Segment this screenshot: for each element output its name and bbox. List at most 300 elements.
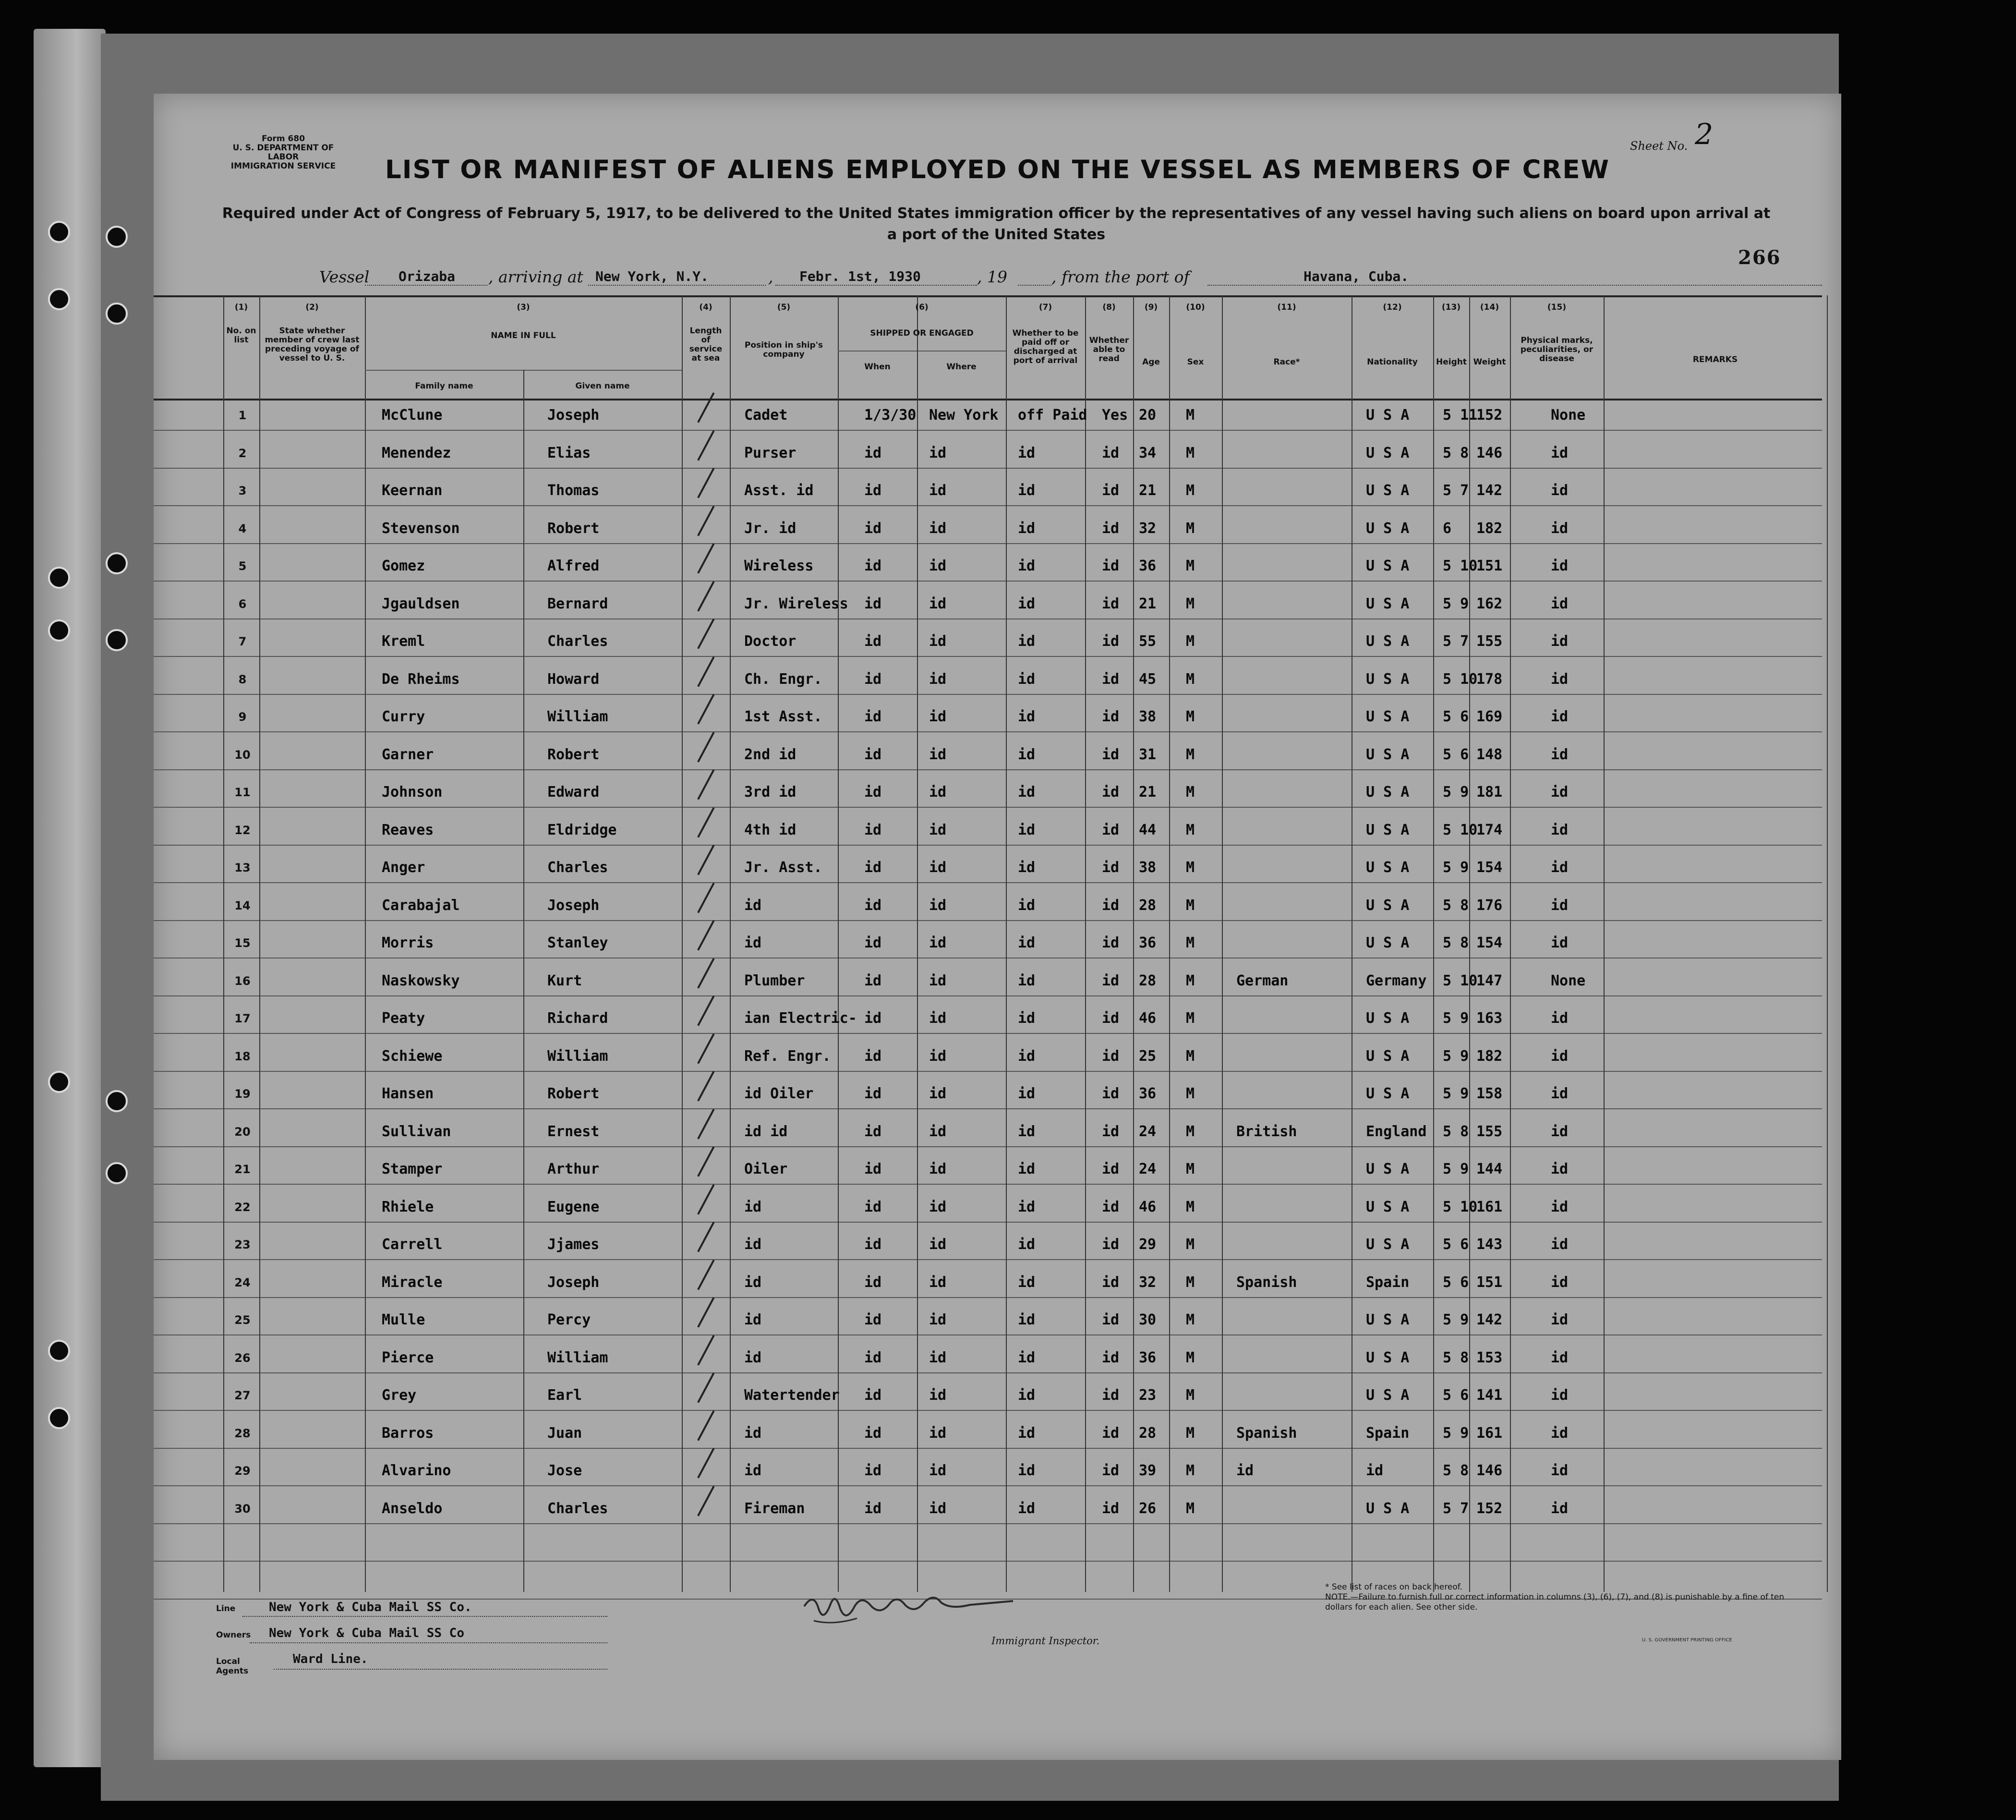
cell-age: 46 bbox=[1139, 1010, 1157, 1027]
cell-age: 21 bbox=[1139, 784, 1157, 801]
cell-position: id bbox=[744, 934, 762, 951]
row-rule bbox=[154, 731, 1822, 732]
cell-physical-marks: id bbox=[1551, 934, 1569, 951]
cell-shipped-where: id bbox=[929, 746, 947, 763]
cell-position: Cadet bbox=[744, 407, 788, 424]
from-port-label: , from the port of bbox=[1051, 267, 1190, 286]
line-value: New York & Cuba Mail SS Co. bbox=[269, 1600, 472, 1614]
row-rule bbox=[154, 1222, 1822, 1223]
cell-able-to-read: id bbox=[1102, 1010, 1120, 1027]
cell-nationality: U S A bbox=[1366, 1387, 1410, 1404]
cell-physical-marks: id bbox=[1551, 1085, 1569, 1102]
cell-sex: M bbox=[1186, 708, 1195, 725]
cell-sex: M bbox=[1186, 934, 1195, 951]
cell-able-to-read: id bbox=[1102, 1236, 1120, 1253]
cell-sex: M bbox=[1186, 1311, 1195, 1328]
row-rule bbox=[154, 1071, 1822, 1072]
cell-family-name: Naskowsky bbox=[382, 972, 460, 989]
cell-shipped-when: id bbox=[864, 821, 882, 838]
cell-able-to-read: id bbox=[1102, 1161, 1120, 1177]
header-given-name: Given name bbox=[575, 381, 630, 391]
row-number: 4 bbox=[238, 522, 247, 535]
cell-height: 5 8 bbox=[1443, 934, 1469, 951]
cell-given-name: Charles bbox=[547, 1500, 608, 1517]
check-mark bbox=[697, 656, 714, 687]
cell-paid-off: id bbox=[1018, 1010, 1036, 1027]
row-number: 25 bbox=[234, 1313, 251, 1327]
cell-physical-marks: id bbox=[1551, 595, 1569, 612]
manifest-sheet bbox=[154, 94, 1841, 1760]
cell-sex: M bbox=[1186, 1274, 1195, 1291]
cell-family-name: Jgauldsen bbox=[382, 595, 460, 612]
cell-family-name: Anger bbox=[382, 859, 425, 876]
check-mark bbox=[697, 581, 714, 612]
binder-hole bbox=[48, 619, 70, 642]
cell-weight: 158 bbox=[1476, 1085, 1503, 1102]
cell-height: 5 8 bbox=[1443, 1462, 1469, 1479]
cell-paid-off: id bbox=[1018, 934, 1036, 951]
row-number: 18 bbox=[234, 1049, 251, 1063]
cell-physical-marks: id bbox=[1551, 482, 1569, 499]
cell-paid-off: id bbox=[1018, 1085, 1036, 1102]
cell-shipped-where: id bbox=[929, 972, 947, 989]
cell-sex: M bbox=[1186, 1387, 1195, 1404]
cell-position: 2nd id bbox=[744, 746, 797, 763]
arrival-date: Febr. 1st, 1930 bbox=[799, 268, 921, 284]
cell-physical-marks: id bbox=[1551, 520, 1569, 537]
row-rule bbox=[154, 694, 1822, 695]
cell-paid-off: id bbox=[1018, 1387, 1036, 1404]
vessel-label: Vessel bbox=[319, 267, 370, 286]
cell-sex: M bbox=[1186, 1161, 1195, 1177]
cell-shipped-where: id bbox=[929, 558, 947, 574]
cell-position: Doctor bbox=[744, 633, 797, 650]
check-mark bbox=[697, 732, 714, 763]
cell-age: 36 bbox=[1139, 1349, 1157, 1366]
cell-age: 28 bbox=[1139, 1424, 1157, 1442]
row-rule bbox=[154, 1184, 1822, 1185]
cell-sex: M bbox=[1186, 1500, 1195, 1517]
binder-hole bbox=[106, 303, 128, 325]
check-mark bbox=[697, 1146, 714, 1177]
cell-age: 31 bbox=[1139, 746, 1157, 763]
cell-position: Fireman bbox=[744, 1500, 805, 1517]
row-rule bbox=[154, 656, 1822, 657]
cell-physical-marks: id bbox=[1551, 1387, 1569, 1404]
column-number: (10) bbox=[1186, 303, 1205, 312]
cell-given-name: Joseph bbox=[547, 897, 600, 914]
cell-able-to-read: id bbox=[1102, 1311, 1120, 1328]
cell-given-name: Robert bbox=[547, 1085, 600, 1102]
check-mark bbox=[697, 958, 714, 989]
check-mark bbox=[697, 1033, 714, 1064]
cell-position: Asst. id bbox=[744, 482, 814, 499]
cell-paid-off: id bbox=[1018, 1123, 1036, 1140]
cell-weight: 143 bbox=[1476, 1236, 1503, 1253]
cell-nationality: U S A bbox=[1366, 558, 1410, 574]
cell-physical-marks: id bbox=[1551, 633, 1569, 650]
cell-age: 39 bbox=[1139, 1462, 1157, 1479]
row-number: 22 bbox=[234, 1200, 251, 1214]
printer-imprint: U. S. GOVERNMENT PRINTING OFFICE bbox=[1642, 1638, 1732, 1643]
row-number: 5 bbox=[238, 559, 247, 573]
column-rule bbox=[1169, 295, 1170, 1592]
cell-position: id bbox=[744, 1274, 762, 1291]
cell-nationality: U S A bbox=[1366, 1236, 1410, 1253]
header-name-in-full: NAME IN FULL bbox=[491, 331, 556, 340]
binder-hole bbox=[48, 288, 70, 310]
row-number: 26 bbox=[234, 1351, 251, 1365]
column-number: (13) bbox=[1441, 303, 1461, 312]
cell-weight: 161 bbox=[1476, 1424, 1503, 1442]
cell-physical-marks: id bbox=[1551, 1424, 1569, 1442]
cell-nationality: U S A bbox=[1366, 1010, 1410, 1027]
cell-physical-marks: id bbox=[1551, 1500, 1569, 1517]
cell-shipped-where: id bbox=[929, 708, 947, 725]
cell-physical-marks: None bbox=[1551, 407, 1586, 424]
cell-age: 55 bbox=[1139, 633, 1157, 650]
cell-age: 45 bbox=[1139, 670, 1157, 688]
row-rule bbox=[154, 430, 1822, 431]
cell-able-to-read: id bbox=[1102, 444, 1120, 461]
cell-family-name: De Rheims bbox=[382, 670, 460, 688]
cell-position: id Oiler bbox=[744, 1085, 814, 1102]
cell-paid-off: id bbox=[1018, 482, 1036, 499]
line-label: Line bbox=[216, 1604, 236, 1614]
cell-weight: 153 bbox=[1476, 1349, 1503, 1366]
check-mark bbox=[697, 883, 714, 913]
cell-shipped-when: id bbox=[864, 1161, 882, 1177]
row-number: 13 bbox=[234, 861, 251, 874]
header-length-of-service: Length of service at sea bbox=[689, 326, 723, 363]
cell-able-to-read: id bbox=[1102, 1387, 1120, 1404]
cell-nationality: England bbox=[1366, 1123, 1427, 1140]
row-rule bbox=[154, 1448, 1822, 1449]
binder-hole bbox=[106, 226, 128, 248]
cell-weight: 147 bbox=[1476, 972, 1503, 989]
row-number: 28 bbox=[234, 1426, 251, 1440]
cell-nationality: U S A bbox=[1366, 444, 1410, 461]
page-title: LIST OR MANIFEST OF ALIENS EMPLOYED ON THE VESSEL AS MEMBERS OF CREW bbox=[385, 155, 1610, 184]
cell-paid-off: id bbox=[1018, 1311, 1036, 1328]
header-position: Position in ship's company bbox=[744, 340, 823, 359]
cell-paid-off: id bbox=[1018, 633, 1036, 650]
binder-hole bbox=[106, 552, 128, 574]
check-mark bbox=[697, 769, 714, 800]
cell-nationality: U S A bbox=[1366, 746, 1410, 763]
column-number: (15) bbox=[1547, 303, 1567, 312]
cell-age: 30 bbox=[1139, 1311, 1157, 1328]
cell-race: British bbox=[1236, 1123, 1297, 1140]
cell-able-to-read: id bbox=[1102, 482, 1120, 499]
cell-nationality: Spain bbox=[1366, 1424, 1410, 1442]
binder-hole bbox=[106, 1090, 128, 1112]
cell-shipped-when: id bbox=[864, 1236, 882, 1253]
cell-weight: 152 bbox=[1476, 1500, 1503, 1517]
row-number: 2 bbox=[238, 446, 247, 460]
cell-sex: M bbox=[1186, 972, 1195, 989]
cell-shipped-where: id bbox=[929, 482, 947, 499]
cell-able-to-read: id bbox=[1102, 746, 1120, 763]
column-number: (9) bbox=[1144, 303, 1158, 312]
cell-given-name: William bbox=[547, 1349, 608, 1366]
cell-able-to-read: id bbox=[1102, 595, 1120, 612]
check-mark bbox=[697, 1222, 714, 1252]
cell-family-name: Reaves bbox=[382, 821, 434, 838]
cell-height: 5 10 bbox=[1443, 670, 1478, 688]
row-rule bbox=[154, 1259, 1822, 1260]
cell-family-name: Gomez bbox=[382, 558, 425, 574]
department-name: U. S. DEPARTMENT OF LABOR bbox=[232, 143, 334, 162]
column-number: (6) bbox=[915, 303, 929, 312]
cell-weight: 169 bbox=[1476, 708, 1503, 725]
cell-given-name: Eldridge bbox=[547, 821, 617, 838]
cell-physical-marks: id bbox=[1551, 1010, 1569, 1027]
cell-family-name: Garner bbox=[382, 746, 434, 763]
row-rule bbox=[154, 1561, 1822, 1562]
cell-physical-marks: id bbox=[1551, 1236, 1569, 1253]
cell-shipped-when: id bbox=[864, 558, 882, 574]
cell-nationality: Germany bbox=[1366, 972, 1427, 989]
header-state-whether: State whether member of crew last preceding voyage of vessel to U. S. bbox=[265, 326, 360, 363]
cell-physical-marks: id bbox=[1551, 670, 1569, 688]
cell-sex: M bbox=[1186, 633, 1195, 650]
cell-shipped-where: id bbox=[929, 897, 947, 914]
cell-sex: M bbox=[1186, 859, 1195, 876]
check-mark bbox=[697, 1297, 714, 1328]
cell-paid-off: id bbox=[1018, 1047, 1036, 1065]
cell-position: id bbox=[744, 1311, 762, 1328]
header-where: Where bbox=[946, 362, 977, 372]
cell-nationality: U S A bbox=[1366, 859, 1410, 876]
cell-position: id bbox=[744, 1236, 762, 1253]
header-race: Race* bbox=[1273, 357, 1300, 367]
cell-shipped-where: id bbox=[929, 1047, 947, 1065]
cell-sex: M bbox=[1186, 407, 1195, 424]
cell-age: 32 bbox=[1139, 1274, 1157, 1291]
table-top-rule bbox=[154, 295, 1822, 297]
cell-shipped-when: id bbox=[864, 1424, 882, 1442]
cell-able-to-read: id bbox=[1102, 1085, 1120, 1102]
cell-paid-off: id bbox=[1018, 972, 1036, 989]
row-rule bbox=[154, 505, 1822, 506]
cell-position: id bbox=[744, 1424, 762, 1442]
cell-given-name: William bbox=[547, 1047, 608, 1065]
cell-able-to-read: id bbox=[1102, 708, 1120, 725]
column-number: (11) bbox=[1277, 303, 1296, 312]
sheet-no-label: Sheet No. bbox=[1630, 139, 1688, 153]
cell-able-to-read: id bbox=[1102, 972, 1120, 989]
cell-position: id bbox=[744, 1198, 762, 1215]
cell-shipped-when: id bbox=[864, 1500, 882, 1517]
cell-height: 5 9 bbox=[1443, 1010, 1469, 1027]
cell-family-name: Sullivan bbox=[382, 1123, 451, 1140]
cell-weight: 182 bbox=[1476, 1047, 1503, 1065]
cell-family-name: Alvarino bbox=[382, 1462, 451, 1479]
cell-family-name: Rhiele bbox=[382, 1198, 434, 1215]
cell-position: Plumber bbox=[744, 972, 805, 989]
row-number: 20 bbox=[234, 1125, 251, 1139]
cell-shipped-when: id bbox=[864, 1387, 882, 1404]
page-subtitle: Required under Act of Congress of February 5, 1917, to be delivered to the United States immigration officer by the representatives of any vessel having such aliens on board upon arrival at a port of the United States bbox=[222, 205, 1771, 243]
cell-sex: M bbox=[1186, 1462, 1195, 1479]
vessel-info-line bbox=[319, 267, 1832, 287]
cell-paid-off: id bbox=[1018, 746, 1036, 763]
cell-able-to-read: id bbox=[1102, 558, 1120, 574]
cell-race: id bbox=[1236, 1462, 1254, 1479]
cell-shipped-where: id bbox=[929, 595, 947, 612]
cell-paid-off: id bbox=[1018, 670, 1036, 688]
column-number: (5) bbox=[777, 303, 791, 312]
cell-sex: M bbox=[1186, 1198, 1195, 1215]
cell-age: 23 bbox=[1139, 1387, 1157, 1404]
cell-paid-off: id bbox=[1018, 897, 1036, 914]
cell-nationality: U S A bbox=[1366, 633, 1410, 650]
check-mark bbox=[697, 392, 714, 423]
cell-given-name: Joseph bbox=[547, 1274, 600, 1291]
cell-physical-marks: id bbox=[1551, 558, 1569, 574]
row-number: 24 bbox=[234, 1275, 251, 1289]
header-able-to-read: Whether able to read bbox=[1089, 336, 1129, 364]
row-rule bbox=[154, 769, 1822, 770]
cell-paid-off: id bbox=[1018, 1349, 1036, 1366]
cell-shipped-when: 1/3/30 bbox=[864, 407, 917, 424]
cell-age: 46 bbox=[1139, 1198, 1157, 1215]
cell-given-name: Howard bbox=[547, 670, 600, 688]
cell-weight: 146 bbox=[1476, 1462, 1503, 1479]
row-number: 8 bbox=[238, 672, 247, 686]
cell-physical-marks: None bbox=[1551, 972, 1586, 989]
cell-shipped-when: id bbox=[864, 1123, 882, 1140]
cell-paid-off: id bbox=[1018, 1198, 1036, 1215]
check-mark bbox=[697, 995, 714, 1026]
cell-position: ian Electric- bbox=[744, 1010, 857, 1027]
header-nationality: Nationality bbox=[1367, 357, 1418, 367]
row-rule bbox=[154, 1297, 1822, 1298]
row-number: 14 bbox=[234, 898, 251, 912]
binder-hole bbox=[48, 1071, 70, 1093]
header-paid-off: Whether to be paid off or discharged at port of arrival bbox=[1012, 328, 1079, 365]
cell-nationality: U S A bbox=[1366, 821, 1410, 838]
owners-label: Owners bbox=[216, 1630, 251, 1640]
cell-nationality: U S A bbox=[1366, 1198, 1410, 1215]
row-number: 17 bbox=[234, 1012, 251, 1025]
cell-weight: 141 bbox=[1476, 1387, 1503, 1404]
cell-able-to-read: id bbox=[1102, 520, 1120, 537]
cell-shipped-when: id bbox=[864, 746, 882, 763]
header-bottom-rule bbox=[154, 399, 1822, 400]
cell-shipped-where: New York bbox=[929, 407, 999, 424]
cell-position: id bbox=[744, 1349, 762, 1366]
cell-height: 5 7 bbox=[1443, 482, 1469, 499]
cell-position: 3rd id bbox=[744, 784, 797, 801]
check-mark bbox=[697, 1335, 714, 1366]
cell-shipped-where: id bbox=[929, 1198, 947, 1215]
cell-race: Spanish bbox=[1236, 1274, 1297, 1291]
cell-age: 25 bbox=[1139, 1047, 1157, 1065]
cell-shipped-when: id bbox=[864, 1198, 882, 1215]
check-mark bbox=[697, 807, 714, 838]
row-number: 7 bbox=[238, 635, 247, 648]
cell-family-name: Kreml bbox=[382, 633, 425, 650]
cell-age: 44 bbox=[1139, 821, 1157, 838]
cell-able-to-read: id bbox=[1102, 633, 1120, 650]
cell-shipped-where: id bbox=[929, 1387, 947, 1404]
check-mark bbox=[697, 1448, 714, 1479]
cell-age: 26 bbox=[1139, 1500, 1157, 1517]
cell-sex: M bbox=[1186, 1424, 1195, 1442]
cell-able-to-read: Yes bbox=[1102, 407, 1128, 424]
cell-sex: M bbox=[1186, 821, 1195, 838]
check-mark bbox=[697, 1486, 714, 1517]
cell-given-name: Thomas bbox=[547, 482, 600, 499]
binder-strip bbox=[34, 29, 106, 1767]
cell-weight: 152 bbox=[1476, 407, 1503, 424]
row-rule bbox=[154, 468, 1822, 469]
cell-nationality: U S A bbox=[1366, 1500, 1410, 1517]
cell-shipped-where: id bbox=[929, 1462, 947, 1479]
cell-paid-off: id bbox=[1018, 1500, 1036, 1517]
cell-shipped-when: id bbox=[864, 1010, 882, 1027]
cell-height: 5 11 bbox=[1443, 407, 1478, 424]
cell-shipped-where: id bbox=[929, 784, 947, 801]
agents-value: Ward Line. bbox=[293, 1652, 368, 1666]
row-rule bbox=[154, 920, 1822, 921]
column-rule bbox=[682, 295, 683, 1592]
column-rule bbox=[1510, 295, 1511, 1592]
header-weight: Weight bbox=[1473, 357, 1506, 367]
cell-race: Spanish bbox=[1236, 1424, 1297, 1442]
cell-height: 5 10 bbox=[1443, 821, 1478, 838]
cell-given-name: Eugene bbox=[547, 1198, 600, 1215]
column-number: (7) bbox=[1038, 303, 1052, 312]
footnotes bbox=[1325, 1582, 1786, 1613]
cell-weight: 161 bbox=[1476, 1198, 1503, 1215]
cell-weight: 154 bbox=[1476, 934, 1503, 951]
check-mark bbox=[697, 1109, 714, 1140]
cell-age: 21 bbox=[1139, 482, 1157, 499]
header-physical-marks: Physical marks, peculiarities, or disease bbox=[1520, 336, 1593, 364]
cell-shipped-where: id bbox=[929, 1010, 947, 1027]
cell-age: 38 bbox=[1139, 859, 1157, 876]
cell-shipped-when: id bbox=[864, 784, 882, 801]
cell-family-name: Mulle bbox=[382, 1311, 425, 1328]
cell-shipped-where: id bbox=[929, 1500, 947, 1517]
cell-paid-off: id bbox=[1018, 444, 1036, 461]
cell-shipped-when: id bbox=[864, 1349, 882, 1366]
cell-nationality: U S A bbox=[1366, 1349, 1410, 1366]
header-age: Age bbox=[1142, 357, 1160, 367]
row-rule bbox=[154, 845, 1822, 846]
races-note: * See list of races on back hereof. bbox=[1325, 1582, 1462, 1592]
cell-height: 5 10 bbox=[1443, 558, 1478, 574]
cell-family-name: Schiewe bbox=[382, 1047, 443, 1065]
cell-height: 5 10 bbox=[1443, 972, 1478, 989]
cell-paid-off: id bbox=[1018, 1424, 1036, 1442]
cell-able-to-read: id bbox=[1102, 1274, 1120, 1291]
cell-sex: M bbox=[1186, 444, 1195, 461]
cell-given-name: Charles bbox=[547, 859, 608, 876]
cell-weight: 154 bbox=[1476, 859, 1503, 876]
cell-sex: M bbox=[1186, 897, 1195, 914]
cell-family-name: Morris bbox=[382, 934, 434, 951]
row-rule bbox=[154, 1146, 1822, 1147]
header-family-name: Family name bbox=[415, 381, 473, 391]
row-rule bbox=[154, 807, 1822, 808]
cell-given-name: Robert bbox=[547, 520, 600, 537]
sheet-no-value: 2 bbox=[1695, 118, 1714, 151]
shipped-subheader-rule bbox=[838, 351, 1006, 352]
